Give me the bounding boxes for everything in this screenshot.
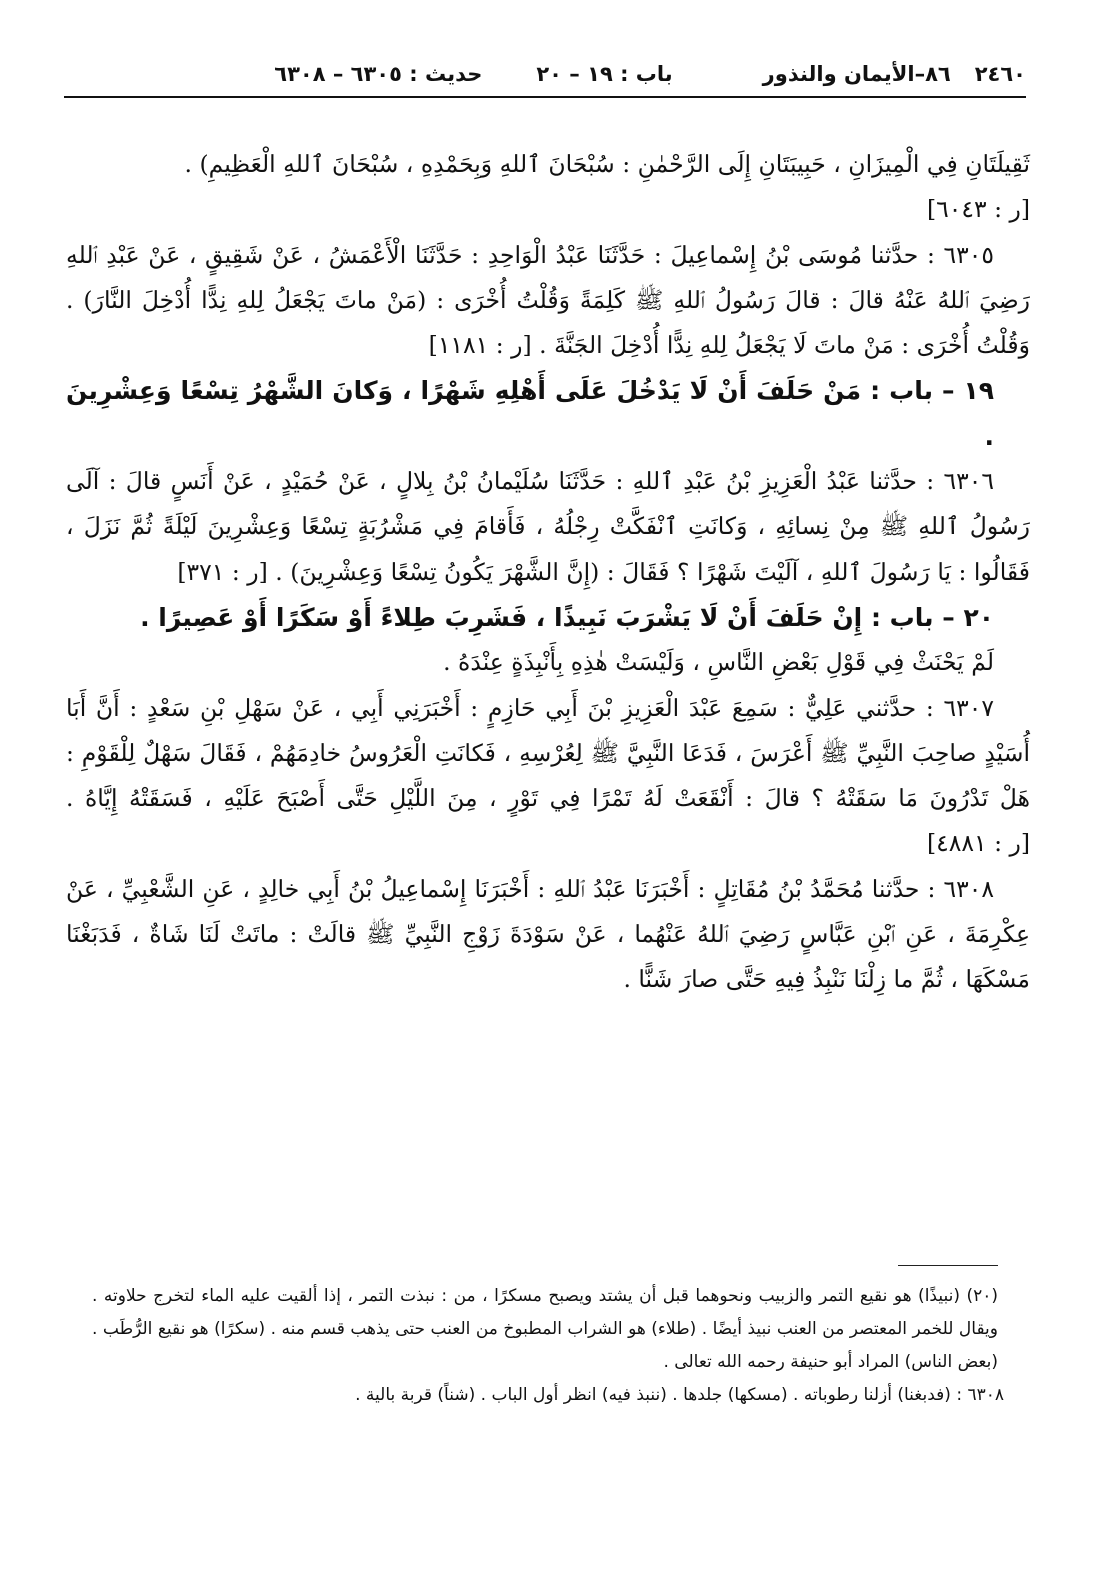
hadith-text: ٦٣٠٥ : حدَّثنا مُوسَى بْنُ إِسْماعِيلَ : حَدَّثَنَا عَبْدُ الْوَاحِدِ : حَدَّثَنَا الْأَعْمَشُ ، عَنْ شَقِيقٍ ، عَنْ عَبْدِ ٱللهِ رَضِيَ ٱللهُ عَنْهُ قالَ : قالَ رَسُولُ ٱللهِ ﷺ كَلِمَةً وَقُلْتُ أُخْرَى : (مَنْ ماتَ يَجْعَلُ لِلهِ نِدًّا أُدْخِلَ النَّارَ) . وَقُلْتُ أُخْرَى : مَنْ ماتَ لَا يَجْعَلُ لِلهِ نِدًّا أُدْخِلَ الجَنَّةَ .	[66, 240, 1030, 360]
chapter-heading-19: ١٩ – باب : مَنْ حَلَفَ أَنْ لَا يَدْخُلَ عَلَى أَهْلِهِ شَهْرًا ، وَكانَ الشَّهْرُ تِسْعًا وَعِشْرِينَ .	[66, 376, 994, 451]
cross-reference: [ر : ١١٨١]	[428, 331, 532, 360]
hadith-6307	[66, 686, 1030, 867]
footnote: (٢٠) (نبيذًا) هو نقيع التمر والزبيب ونحوهما قبل أن يشتد ويصبح مسكرًا ، من : نبذت التمر ، إذا ألقيت عليه الماء لتخرج حلاوته . ويقال للخمر المعتصر من العنب نبيذ أيضًا . (طلاء) هو الشراب المطبوخ من العنب حتى يذهب قسم منه . (سكرًا) هو نقيع الرُّطَب . (بعض الناس) المراد أبو حنيفة رحمه الله تعالى .	[92, 1286, 998, 1372]
reference-line	[66, 187, 1030, 232]
cross-reference: [ر : ٣٧١]	[177, 557, 268, 586]
main-text	[66, 142, 1030, 1003]
paragraph-text: ثَقِيلَتَانِ فِي الْمِيزَانِ ، حَبِيبَتَانِ إِلَى الرَّحْمٰنِ : سُبْحَانَ ٱللهِ وَبِحَمْدِهِ ، سُبْحَانَ ٱللهِ الْعَظِيمِ) .	[184, 150, 1030, 178]
hadith-text: ٦٣٠٦ : حدَّثنا عَبْدُ الْعَزِيزِ بْنُ عَبْدِ ٱللهِ : حَدَّثَنَا سُلَيْمانُ بْنُ بِلالٍ ، عَنْ حُمَيْدٍ ، عَنْ أَنَسٍ قالَ : آلَى رَسُولُ ٱللهِ ﷺ مِنْ نِسائِهِ ، وَكانَتِ ٱنْفَكَّتْ رِجْلُهُ ، فَأَقامَ فِي مَشْرُبَةٍ تِسْعًا وَعِشْرِينَ لَيْلَةً ثُمَّ نَزَلَ ، فَقَالُوا : يَا رَسُولَ ٱللهِ ، آلَيْتَ شَهْرًا ؟ فَقَالَ : (إِنَّ الشَّهْرَ يَكُونُ تِسْعًا وَعِشْرِينَ) .	[66, 467, 1030, 586]
book-title: ٨٦–الأيمان والنذور	[762, 62, 951, 86]
cross-reference: [ر : ٤٨٨١]	[926, 829, 1030, 858]
footnote: ٦٣٠٨ : (فدبغنا) أزلنا رطوباته . (مسكها) جلدها . (ننبذ فيه) انظر أول الباب . (شناً) قربة بالية .	[355, 1385, 1004, 1405]
running-header	[64, 52, 1026, 98]
footnotes	[92, 1280, 1004, 1412]
hadith-6308	[66, 867, 1030, 1003]
bab-range: باب : ١٩ – ٢٠	[536, 62, 673, 86]
chapter-note: لَمْ يَحْنَثْ فِي قَوْلِ بَعْضِ النَّاسِ ، وَلَيْسَتْ هٰذِهِ بِأَنْبِذَةٍ عِنْدَهُ .	[443, 648, 994, 677]
hadith-text: ٦٣٠٨ : حدَّثنا مُحَمَّدُ بْنُ مُقَاتِلٍ : أَخْبَرَنَا عَبْدُ ٱللهِ : أَخْبَرَنَا إِسْماعِيلُ بْنُ أَبِي خالِدٍ ، عَنِ الشَّعْبِيِّ ، عَنْ عِكْرِمَةَ ، عَنِ ٱبْنِ عَبَّاسٍ رَضِيَ ٱللهُ عَنْهُما ، عَنْ سَوْدَةَ زَوْجِ النَّبِيِّ ﷺ قالَتْ : ماتَتْ لَنَا شَاةٌ ، فَدَبَغْنَا مَسْكَهَا ، ثُمَّ ما زِلْنَا نَنْبِذُ فِيهِ حَتَّى صارَ شَنًّا .	[66, 874, 1030, 994]
hadith-6305	[66, 233, 1030, 369]
paragraph	[66, 142, 1030, 187]
hadith-6306	[66, 459, 1030, 595]
hadith-text: ٦٣٠٧ : حدَّثني عَلِيٌّ : سَمِعَ عَبْدَ الْعَزِيزِ بْنَ أَبِي حَازِمٍ : أَخْبَرَنِي أَبِي ، عَنْ سَهْلِ بْنِ سَعْدٍ : أَنَّ أَبَا أُسَيْدٍ صاحِبَ النَّبِيِّ ﷺ أَعْرَسَ ، فَدَعَا النَّبِيَّ ﷺ لِعُرْسِهِ ، فَكانَتِ الْعَرُوسُ خادِمَهُمْ ، فَقَالَ سَهْلٌ لِلْقَوْمِ : هَلْ تَدْرُونَ مَا سَقَتْهُ ؟ قالَ : أَنْقَعَتْ لَهُ تَمْرًا فِي تَوْرٍ ، مِنَ اللَّيْلِ حَتَّى أَصْبَحَ عَلَيْهِ ، فَسَقَتْهُ إِيَّاهُ .	[66, 693, 1030, 813]
page-number: ٢٤٦٠	[974, 62, 1026, 86]
footnote-divider	[898, 1265, 998, 1266]
chapter-heading-20: ٢٠ – باب : إِنْ حَلَفَ أَنْ لَا يَشْرَبَ نَبِيذًا ، فَشَرِبَ طِلاءً أَوْ سَكَرًا أَوْ عَصِيرًا .	[140, 602, 994, 632]
cross-reference: [ر : ٦٠٤٣]	[926, 195, 1030, 224]
hadith-range: حديث : ٦٣٠٥ – ٦٣٠٨	[274, 62, 483, 86]
